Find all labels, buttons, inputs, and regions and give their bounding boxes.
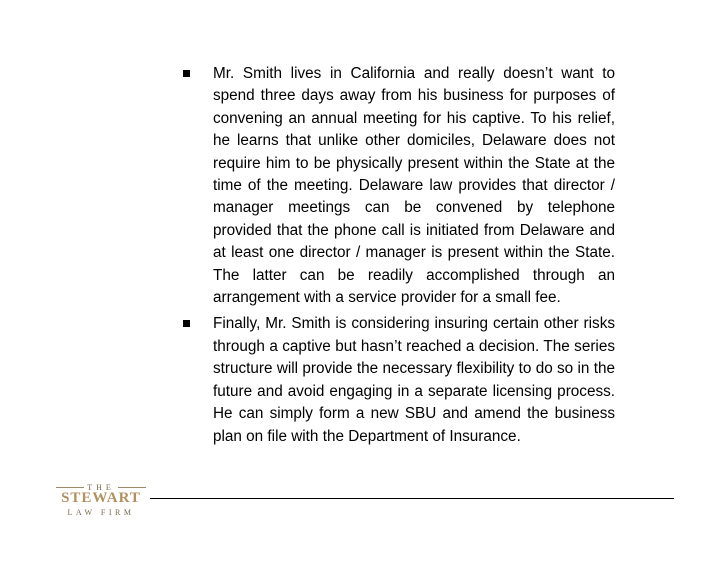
stewart-law-firm-logo	[56, 483, 146, 517]
logo-subtitle-text: LAW FIRM	[67, 508, 135, 517]
logo-the-text: THE	[87, 483, 115, 492]
bullet-text: Mr. Smith lives in California and really doesn’t want to spend three days away from his business for purposes of convening an annual meeting for his captive. To his relief, he learns that unlike other domiciles, Delaware does not require him to be physically present within the State at the time of the meeting. Delaware law provides that director / manager meetings can be convened by telephone provided that the phone call is initiated from Delaware and at least one director / manager is present within the State. The latter can be readily accomplished through an arrangement with a service provider for a small fee.	[213, 65, 615, 307]
square-bullet-icon	[183, 70, 190, 77]
footer-divider	[150, 498, 674, 499]
bullet-list	[183, 63, 615, 452]
bullet-item	[183, 313, 615, 447]
logo-rule-right	[118, 487, 146, 488]
bullet-item	[183, 63, 615, 309]
logo-rule-left	[56, 487, 84, 488]
logo-name-text: STEWART	[61, 490, 141, 506]
square-bullet-icon	[183, 320, 190, 327]
bullet-text: Finally, Mr. Smith is considering insuring certain other risks through a captive but hasn’t reached a decision. The series structure will provide the necessary flexibility to do so in the future and avoid engaging in a separate licensing process. He can simply form a new SBU and amend the business plan on file with the Department of Insurance.	[213, 315, 615, 445]
